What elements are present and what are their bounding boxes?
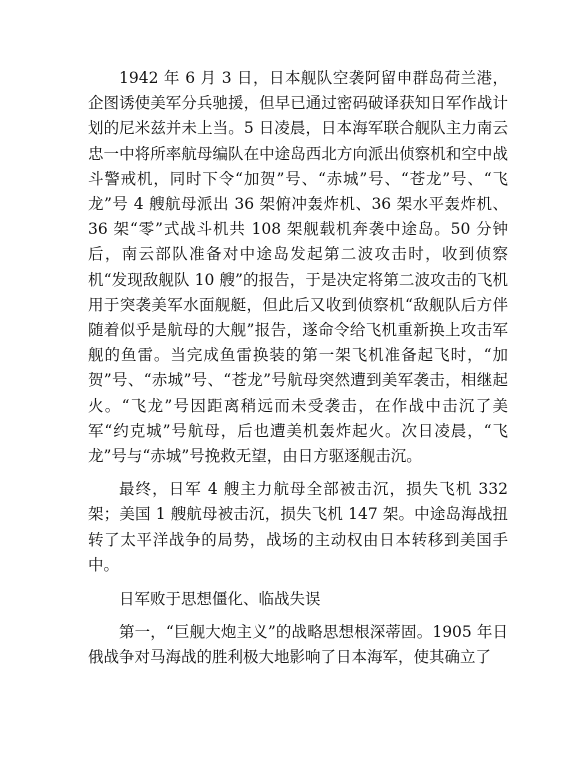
body-paragraph-first-reason: 第一，“巨舰大炮主义”的战略思想根深蒂固。1905 年日俄战争对马海战的胜利极大地影响了日本海军，使其确立了 [88,623,508,667]
body-paragraph-battle-narrative: 1942 年 6 月 3 日，日本舰队空袭阿留申群岛荷兰港，企图诱使美军分兵驰援，但早已通过密码破译获知日军作战计划的尼米兹并未上当。5 日凌晨，日本海军联合舰队主力南云忠一中将所率航母编队在中途岛西北方向派出侦察机和空中战斗警戒机，同时下令“加贺”号、“赤城”号、“苍龙”号、“飞龙”号 4 艘航母派出 36 架俯冲轰炸机、36 架水平轰炸机、36 架“零”式战斗机共 108 架舰载机奔袭中途岛。50 分钟后，南云部队准备对中途岛发起第二波攻击时，收到侦察机“发现敌舰队 10 艘”的报告，于是决定将第二波攻击的飞机用于突袭美军水面舰艇，但此后又收到侦察机“敌舰队后方伴随着似乎是航母的大舰”报告，遂命令给飞机重新换上攻击军舰的鱼雷。当完成鱼雷换装的第一架飞机准备起飞时，“加贺”号、“赤城”号、“苍龙”号航母突然遭到美军袭击，相继起火。“飞龙”号因距离稍远而未受袭击，在作战中击沉了美军“约克城”号航母，后也遭美机轰炸起火。次日凌晨，“飞龙”号与“赤城”号挽救无望，由日方驱逐舰击沉。 [88,69,508,466]
section-heading: 日军败于思想僵化、临战失误 [119,590,321,609]
body-paragraph-outcome: 最终，日军 4 艘主力航母全部被击沉，损失飞机 332 架；美国 1 艘航母被击沉，损失飞机 147 架。中途岛海战扭转了太平洋战争的局势，战场的主动权由日本转移到美国手中。 [88,480,508,574]
document-page [88,66,508,670]
